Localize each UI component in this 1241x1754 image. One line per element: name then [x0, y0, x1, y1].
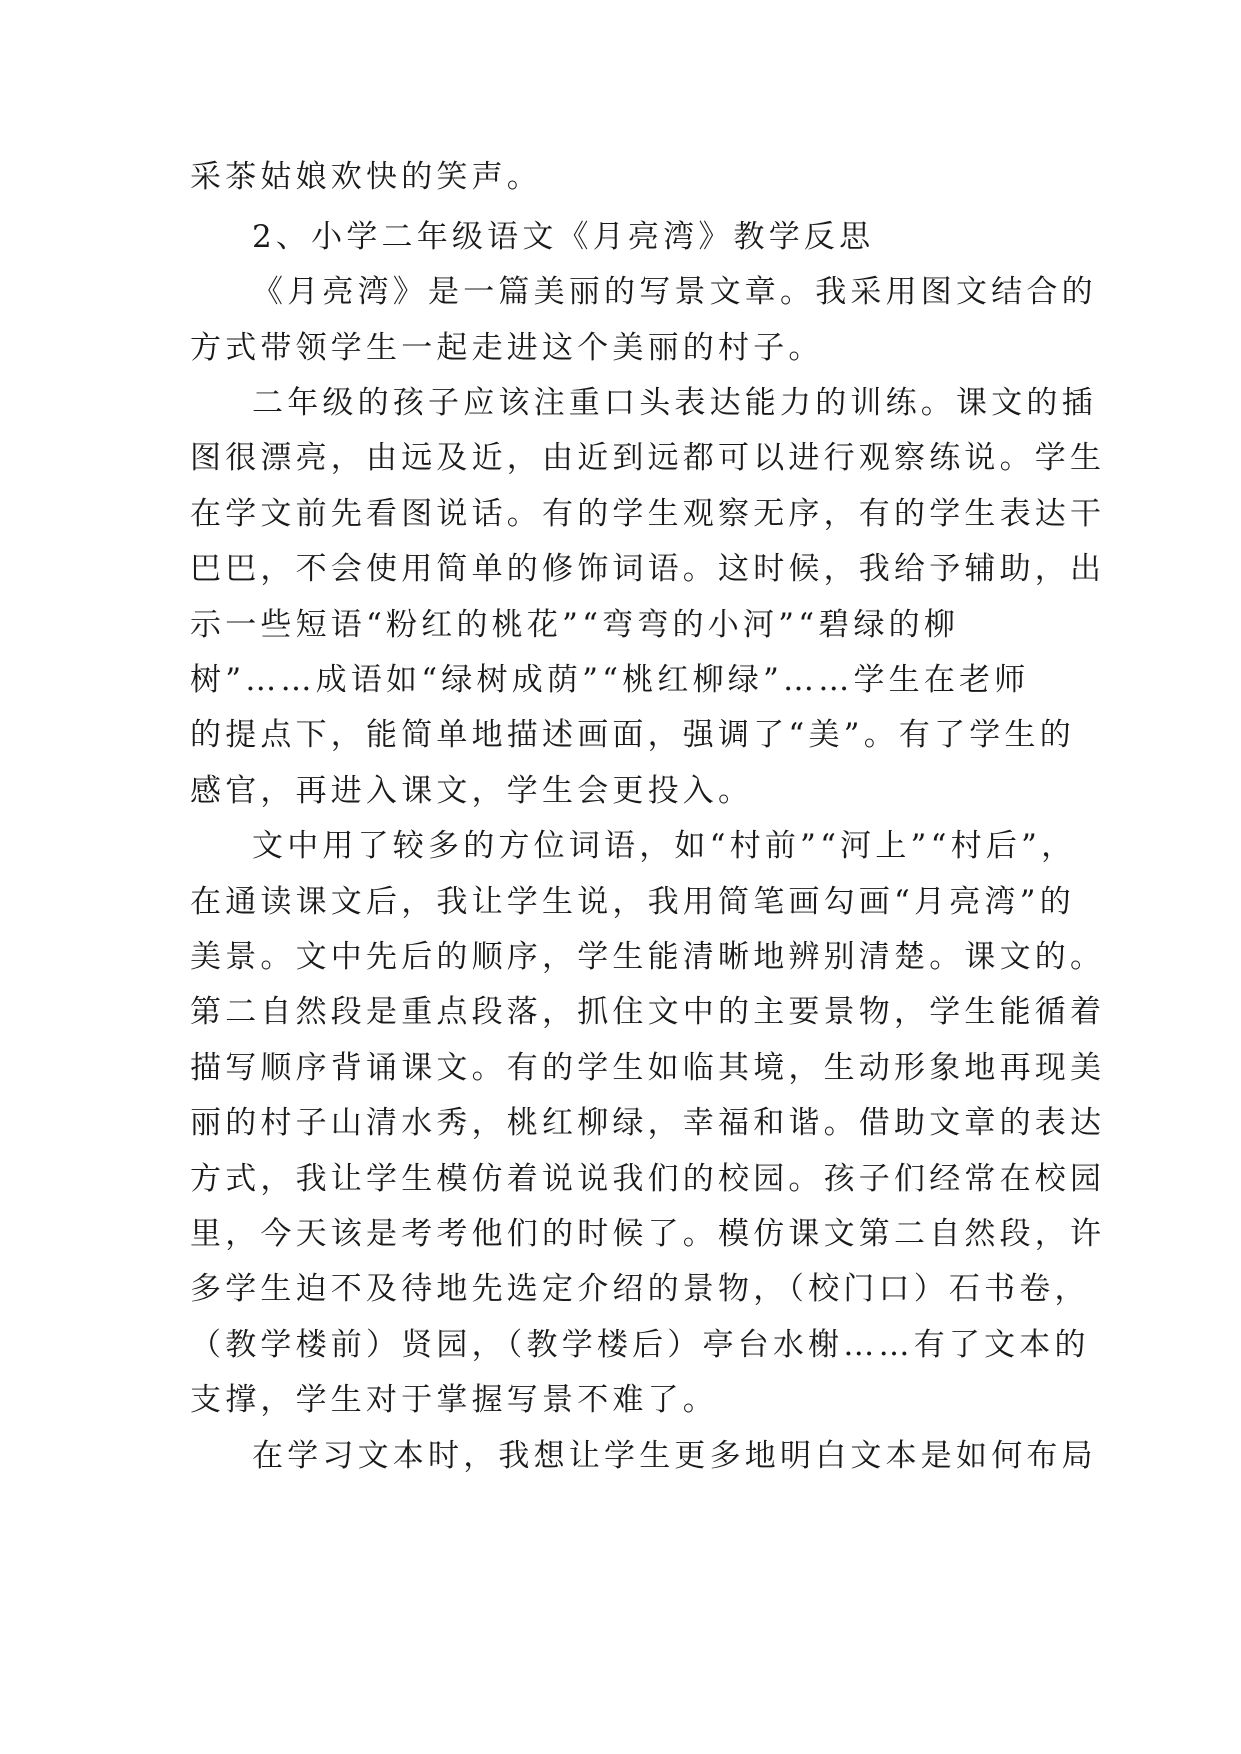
text-line-17: 描写顺序背诵课文。有的学生如临其境，生动形象地再现美 [190, 1050, 1106, 1086]
text-line-23: 支撑，学生对于掌握写景不难了。 [190, 1382, 718, 1418]
text-line-21: 多学生迫不及待地先选定介绍的景物，（校门口）石书卷， [190, 1271, 1090, 1307]
text-line-18: 丽的村子山清水秀，桃红柳绿，幸福和谐。借助文章的表达 [190, 1105, 1106, 1141]
text-line-24: 在学习文本时，我想让学生更多地明白文本是如何布局 [252, 1438, 1097, 1474]
text-line-13: 文中用了较多的方位词语，如“村前”“河上”“村后”， [252, 828, 1077, 864]
text-line-12: 感官，再进入课文，学生会更投入。 [190, 773, 754, 809]
text-line-7: 在学文前先看图说话。有的学生观察无序，有的学生表达干 [190, 496, 1106, 532]
text-line-10: 树”……成语如“绿树成荫”“桃红柳绿”……学生在老师 [190, 662, 1030, 698]
text-line-20: 里，今天该是考考他们的时候了。模仿课文第二自然段，许 [190, 1216, 1106, 1252]
text-line-22: （教学楼前）贤园，（教学楼后）亭台水榭……有了文本的 [190, 1327, 1090, 1363]
text-line-9: 示一些短语“粉红的桃花”“弯弯的小河”“碧绿的柳 [190, 607, 960, 643]
text-line-19: 方式，我让学生模仿着说说我们的校园。孩子们经常在校园 [190, 1161, 1106, 1197]
text-line-6: 图很漂亮，由远及近，由近到远都可以进行观察练说。学生 [190, 440, 1106, 476]
text-line-16: 第二自然段是重点段落，抓住文中的主要景物，学生能循着 [190, 994, 1106, 1030]
text-line-5: 二年级的孩子应该注重口头表达能力的训练。课文的插 [252, 385, 1097, 421]
text-line-1: 采茶姑娘欢快的笑声。 [190, 159, 542, 195]
text-line-8: 巴巴，不会使用简单的修饰词语。这时候，我给予辅助，出 [190, 551, 1106, 587]
section-heading: 2、小学二年级语文《月亮湾》教学反思 [252, 219, 875, 255]
text-line-15: 美景。文中先后的顺序，学生能清晰地辨别清楚。课文的。 [190, 939, 1106, 975]
text-line-4: 方式带领学生一起走进这个美丽的村子。 [190, 330, 824, 366]
text-line-14: 在通读课文后，我让学生说，我用简笔画勾画“月亮湾”的 [190, 884, 1075, 920]
text-line-11: 的提点下，能简单地描述画面，强调了“美”。有了学生的 [190, 717, 1075, 753]
text-line-3: 《月亮湾》是一篇美丽的写景文章。我采用图文结合的 [252, 274, 1097, 310]
